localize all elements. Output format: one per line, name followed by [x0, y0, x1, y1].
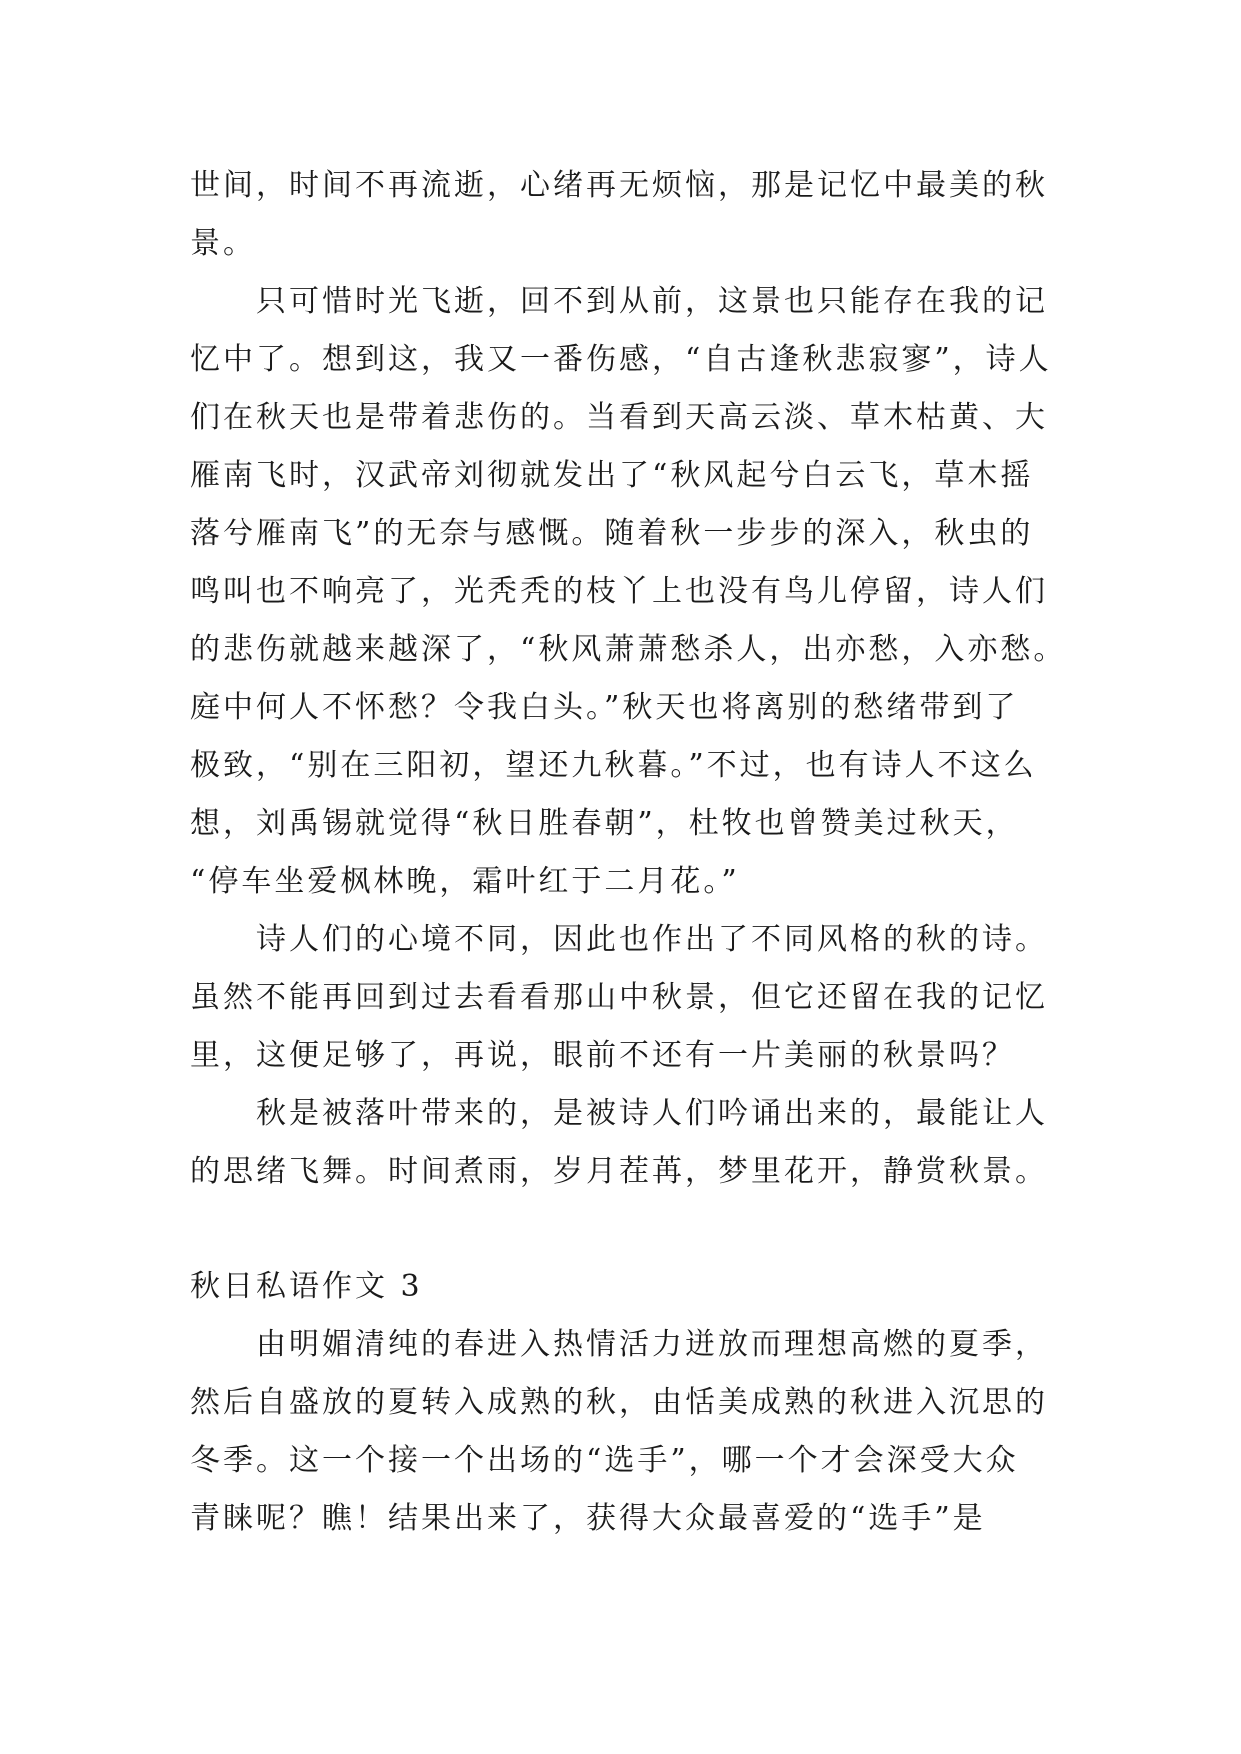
text-line: 雁南飞时，汉武帝刘彻就发出了“秋风起兮白云飞，草木摇 [190, 458, 1034, 493]
text-line: 世间，时间不再流逝，心绪再无烦恼，那是记忆中最美的秋 [190, 168, 1048, 203]
text-line: 的思绪飞舞。时间煮雨，岁月茬苒，梦里花开，静赏秋景。 [190, 1154, 1048, 1189]
text-line: 景。 [190, 226, 256, 261]
text-line: 忆中了。想到这，我又一番伤感，“自古逢秋悲寂寥”，诗人 [190, 342, 1052, 377]
text-line: 里，这便足够了，再说，眼前不还有一片美丽的秋景吗？ [190, 1038, 1015, 1073]
text-line: 青睐呢？瞧！结果出来了，获得大众最喜爱的“选手”是 [190, 1501, 986, 1536]
text-line: 诗人们的心境不同，因此也作出了不同风格的秋的诗。 [256, 922, 1048, 957]
text-line: 秋是被落叶带来的，是被诗人们吟诵出来的，最能让人 [256, 1096, 1048, 1131]
text-line: 的悲伤就越来越深了，“秋风萧萧愁杀人，出亦愁，入亦愁。 [190, 632, 1067, 667]
section-1-text [190, 157, 1070, 1201]
text-line: 冬季。这一个接一个出场的“选手”，哪一个才会深受大众 [190, 1443, 1019, 1478]
text-line: 然后自盛放的夏转入成熟的秋，由恬美成熟的秋进入沉思的 [190, 1385, 1048, 1420]
text-line: “停车坐爱枫林晚，霜叶红于二月花。” [190, 864, 740, 899]
text-line: 极致，“别在三阳初，望还九秋暮。”不过，也有诗人不这么 [190, 748, 1037, 783]
text-line: 想，刘禹锡就觉得“秋日胜春朝”，杜牧也曾赞美过秋天， [190, 806, 1019, 841]
section-2-text [190, 1316, 1070, 1548]
text-line: 落兮雁南飞”的无奈与感慨。随着秋一步步的深入，秋虫的 [190, 516, 1034, 551]
text-line: 们在秋天也是带着悲伤的。当看到天高云淡、草木枯黄、大 [190, 400, 1048, 435]
text-line: 由明媚清纯的春进入热情活力迸放而理想高燃的夏季， [256, 1327, 1048, 1362]
text-line: 庭中何人不怀愁？令我白头。”秋天也将离别的愁绪带到了 [190, 690, 1019, 725]
text-line: 虽然不能再回到过去看看那山中秋景，但它还留在我的记忆 [190, 980, 1048, 1015]
essay-heading: 秋日私语作文 3 [190, 1269, 423, 1304]
text-line: 鸣叫也不响亮了，光秃秃的枝丫上也没有鸟儿停留，诗人们 [190, 574, 1048, 609]
text-line: 只可惜时光飞逝，回不到从前，这景也只能存在我的记 [256, 284, 1048, 319]
